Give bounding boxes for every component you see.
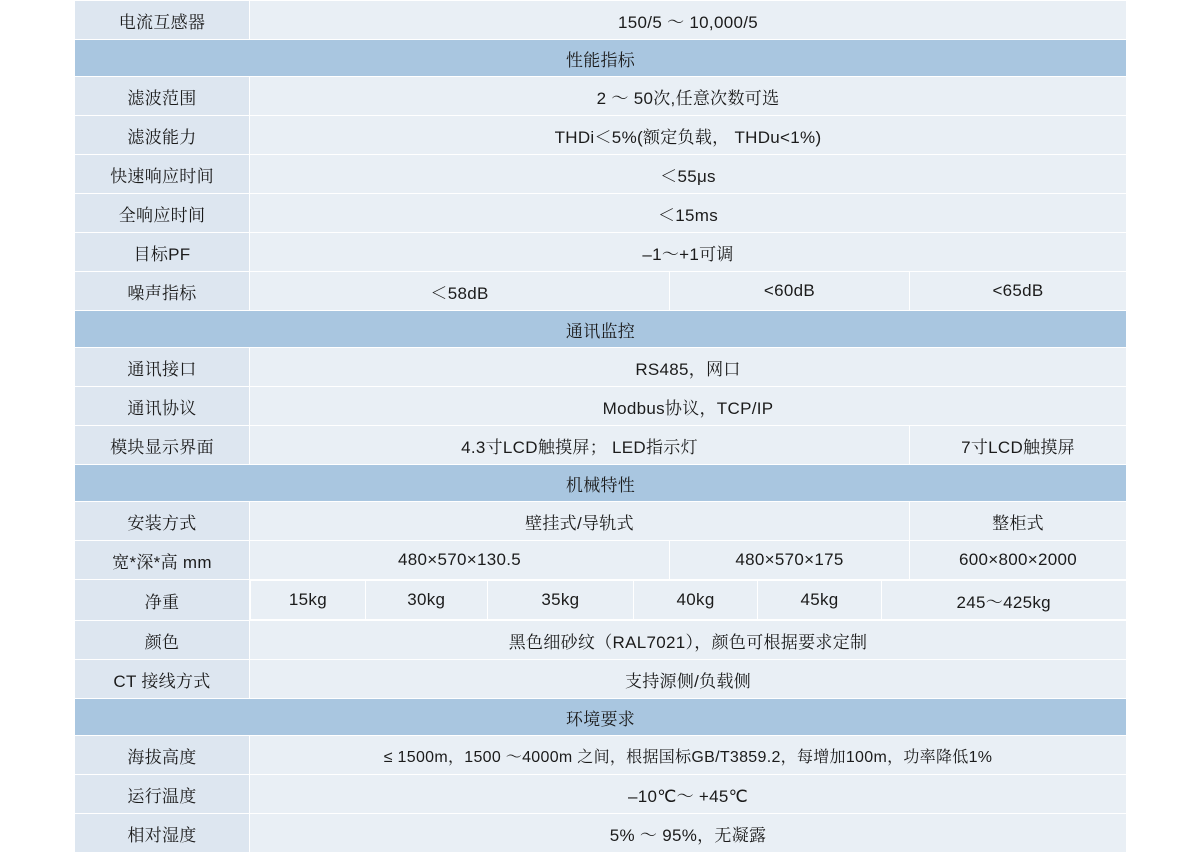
weights-cell (250, 580, 1127, 621)
row-value: Modbus协议，TCP/IP (250, 387, 1127, 426)
table-row (75, 233, 1127, 272)
section-header-label: 性能指标 (75, 40, 1127, 77)
section-header-row (75, 699, 1127, 736)
row-value: <65dB (910, 272, 1127, 311)
table-row (75, 77, 1127, 116)
table-row (75, 736, 1127, 775)
row-label: 安装方式 (75, 502, 250, 541)
row-label: 通讯接口 (75, 348, 250, 387)
table-row (75, 387, 1127, 426)
row-value: 15kg (251, 581, 366, 620)
row-value: 黑色细砂纹（RAL7021），颜色可根据要求定制 (250, 621, 1127, 660)
row-value: ＜58dB (250, 272, 670, 311)
row-label: 滤波能力 (75, 116, 250, 155)
table-row (75, 1, 1127, 40)
table-row (75, 775, 1127, 814)
row-value: 245～425kg (881, 581, 1126, 620)
table-row (75, 194, 1127, 233)
row-value: 600×800×2000 (910, 541, 1127, 580)
table-row (75, 155, 1127, 194)
row-value: <60dB (670, 272, 910, 311)
row-label: 噪声指标 (75, 272, 250, 311)
row-label: CT 接线方式 (75, 660, 250, 699)
row-value: 5% ～ 95%，无凝露 (250, 814, 1127, 853)
specification-table (74, 0, 1127, 853)
row-value: THDi＜5%(额定负载， THDu<1%) (250, 116, 1127, 155)
section-header-label: 通讯监控 (75, 311, 1127, 348)
row-value: 2 ～ 50次,任意次数可选 (250, 77, 1127, 116)
row-label: 电流互感器 (75, 1, 250, 40)
row-label: 海拔高度 (75, 736, 250, 775)
row-value: 30kg (365, 581, 487, 620)
table-row (75, 116, 1127, 155)
table-row (75, 502, 1127, 541)
row-value: 7寸LCD触摸屏 (910, 426, 1127, 465)
row-label: 宽*深*高 mm (75, 541, 250, 580)
section-header-row (75, 40, 1127, 77)
row-value: ＜15ms (250, 194, 1127, 233)
table-row (75, 541, 1127, 580)
row-value: 150/5 ～ 10,000/5 (250, 1, 1127, 40)
table-row (75, 660, 1127, 699)
row-label: 全响应时间 (75, 194, 250, 233)
table-row (75, 621, 1127, 660)
row-label: 相对湿度 (75, 814, 250, 853)
section-header-label: 环境要求 (75, 699, 1127, 736)
table-row (75, 348, 1127, 387)
row-label: 净重 (75, 580, 250, 621)
row-value: –1～+1可调 (250, 233, 1127, 272)
row-label: 通讯协议 (75, 387, 250, 426)
section-header-row (75, 311, 1127, 348)
row-value: 480×570×130.5 (250, 541, 670, 580)
row-label: 快速响应时间 (75, 155, 250, 194)
row-value: 4.3寸LCD触摸屏； LED指示灯 (250, 426, 910, 465)
row-value: 480×570×175 (670, 541, 910, 580)
row-label: 颜色 (75, 621, 250, 660)
table-row (75, 272, 1127, 311)
row-value: 35kg (487, 581, 633, 620)
section-header-label: 机械特性 (75, 465, 1127, 502)
row-label: 运行温度 (75, 775, 250, 814)
row-label: 模块显示界面 (75, 426, 250, 465)
row-value: RS485，网口 (250, 348, 1127, 387)
table-row (75, 814, 1127, 853)
section-header-row (75, 465, 1127, 502)
row-value: 45kg (758, 581, 882, 620)
row-value: ≤ 1500m，1500 ～4000m 之间，根据国标GB/T3859.2，每增加100m，功率降低1% (250, 736, 1127, 775)
row-value: ＜55μs (250, 155, 1127, 194)
row-value: 支持源侧/负载侧 (250, 660, 1127, 699)
row-value: 整柜式 (910, 502, 1127, 541)
row-value: 40kg (634, 581, 758, 620)
row-value: –10℃～ +45℃ (250, 775, 1127, 814)
row-label: 滤波范围 (75, 77, 250, 116)
table-row (75, 580, 1127, 621)
table-row (75, 426, 1127, 465)
row-label: 目标PF (75, 233, 250, 272)
row-value: 壁挂式/导轨式 (250, 502, 910, 541)
